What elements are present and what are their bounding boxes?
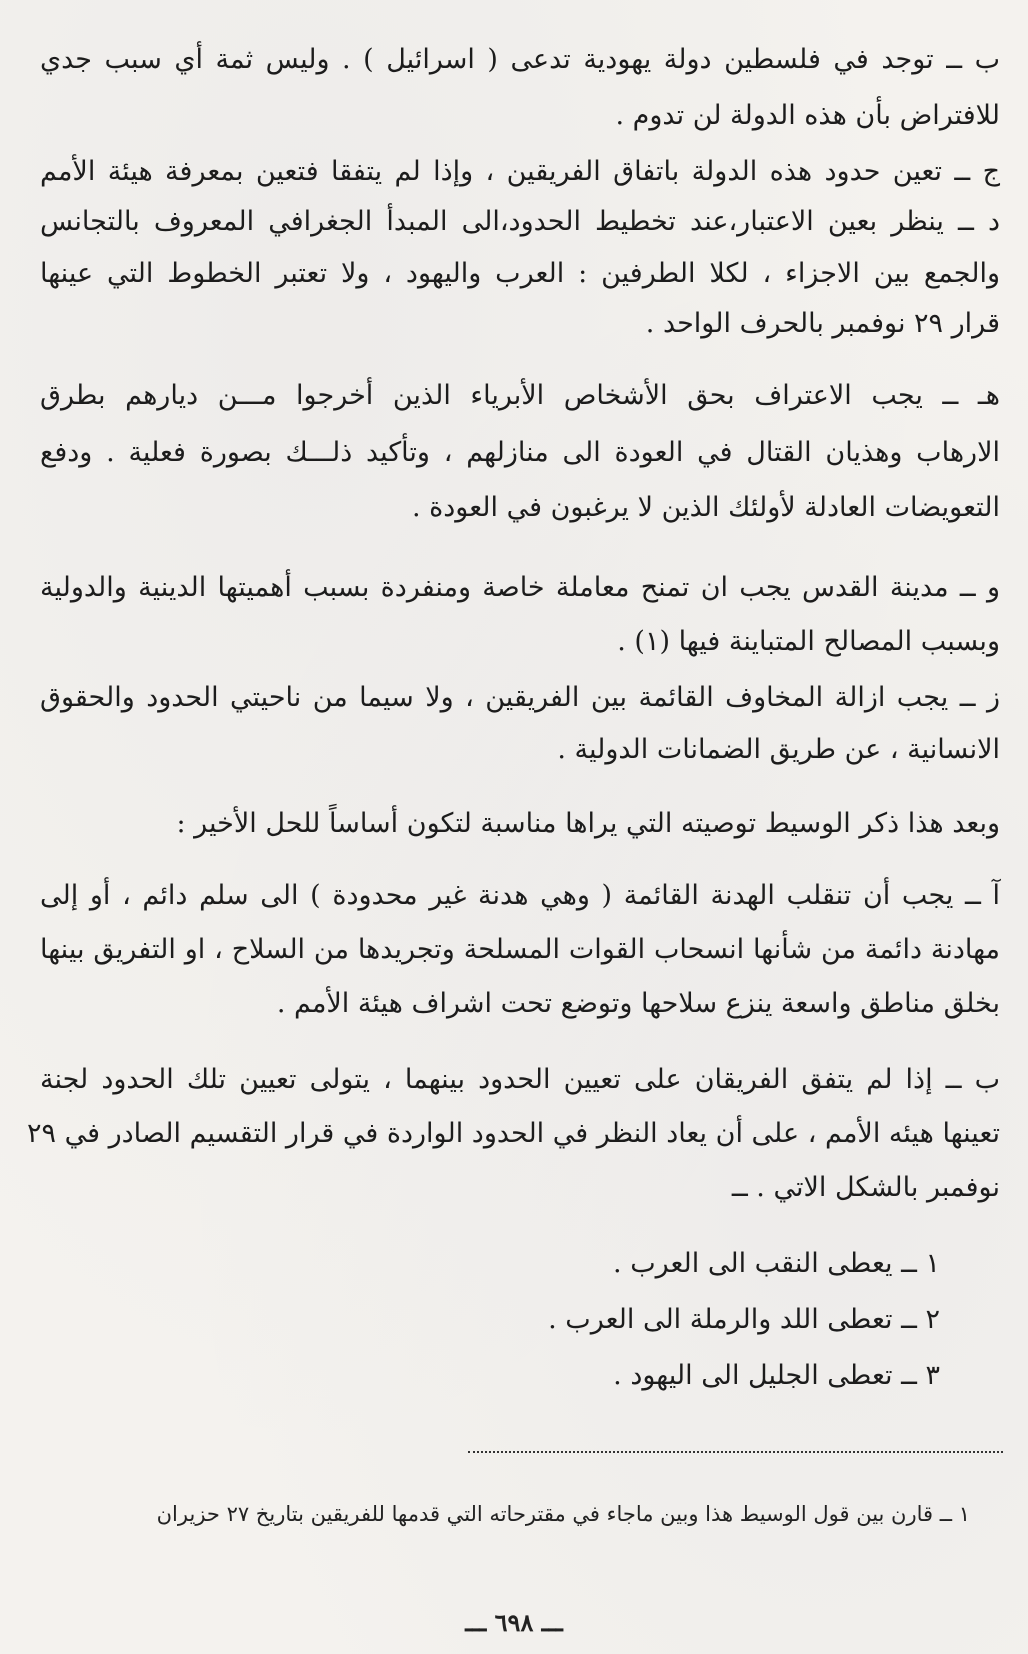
text-line: التعويضات العادلة لأولئك الذين لا يرغبون في العودة . [411, 492, 1000, 523]
text-line: بخلق مناطق واسعة ينزع سلاحها وتوضع تحت اشراف هيئة الأمم . [276, 988, 1000, 1019]
text-line: ب ــ إذا لم يتفق الفريقان على تعيين الحدود بينهما ، يتولى تعيين تلك الحدود لجنة [40, 1064, 1000, 1095]
text-line: مهادنة دائمة من شأنها انسحاب القوات المسلحة وتجريدها من السلاح ، او التفريق بينها [40, 934, 1000, 965]
text-line: د ــ ينظر بعين الاعتبار،عند تخطيط الحدود،الى المبدأ الجغرافي المعروف بالتجانس [40, 206, 1000, 237]
text-line: هـ ــ يجب الاعتراف بحق الأشخاص الأبرياء الذين أخرجوا مـــن ديارهم بطرق [40, 380, 1000, 411]
text-line: تعينها هيئه الأمم ، على أن يعاد النظر في الحدود الواردة في قرار التقسيم الصادر في ٢٩ [26, 1118, 1000, 1149]
text-line: قرار ٢٩ نوفمبر بالحرف الواحد . [645, 308, 1000, 339]
text-line: والجمع بين الاجزاء ، لكلا الطرفين : العرب واليهود ، ولا تعتبر الخطوط التي عينها [40, 258, 1000, 289]
text-line: ب ــ توجد في فلسطين دولة يهودية تدعى ( اسرائيل ) . وليس ثمة أي سبب جدي [40, 44, 1000, 75]
footnote-separator [468, 1451, 1003, 1453]
text-line: نوفمبر بالشكل الاتي . ــ [731, 1172, 1000, 1203]
text-line: ج ــ تعين حدود هذه الدولة باتفاق الفريقين ، وإذا لم يتفقا فتعين بمعرفة هيئة الأمم [40, 156, 1000, 187]
footnote: ١ ــ قارن بين قول الوسيط هذا وبين ماجاء في مقترحاته التي قدمها للفريقين بتاريخ ٢٧ حزيران [156, 1502, 970, 1526]
list-item: ١ ــ يعطى النقب الى العرب . [613, 1248, 940, 1279]
text-line: آ ــ يجب أن تنقلب الهدنة القائمة ( وهي هدنة غير محدودة ) الى سلم دائم ، أو إلى [40, 880, 1000, 911]
list-item: ٣ ــ تعطى الجليل الى اليهود . [613, 1360, 940, 1391]
text-line: الارهاب وهذيان القتال في العودة الى منازلهم ، وتأكيد ذلـــك بصورة فعلية . ودفع [40, 437, 1000, 468]
text-line: للافتراض بأن هذه الدولة لن تدوم . [615, 100, 1000, 131]
text-line: الانسانية ، عن طريق الضمانات الدولية . [557, 734, 1000, 765]
text-line: وبعد هذا ذكر الوسيط توصيته التي يراها مناسبة لتكون أساساً للحل الأخير : [176, 808, 1000, 839]
list-item: ٢ ــ تعطى اللد والرملة الى العرب . [548, 1304, 940, 1335]
text-line: ز ــ يجب ازالة المخاوف القائمة بين الفريقين ، ولا سيما من ناحيتي الحدود والحقوق [40, 682, 1000, 713]
text-line: و ــ مدينة القدس يجب ان تمنح معاملة خاصة ومنفردة بسبب أهميتها الدينية والدولية [40, 572, 1000, 603]
text-line: وبسبب المصالح المتباينة فيها (١) . [617, 626, 1000, 657]
page-number: ـــ ٦٩٨ ـــ [465, 1608, 563, 1637]
